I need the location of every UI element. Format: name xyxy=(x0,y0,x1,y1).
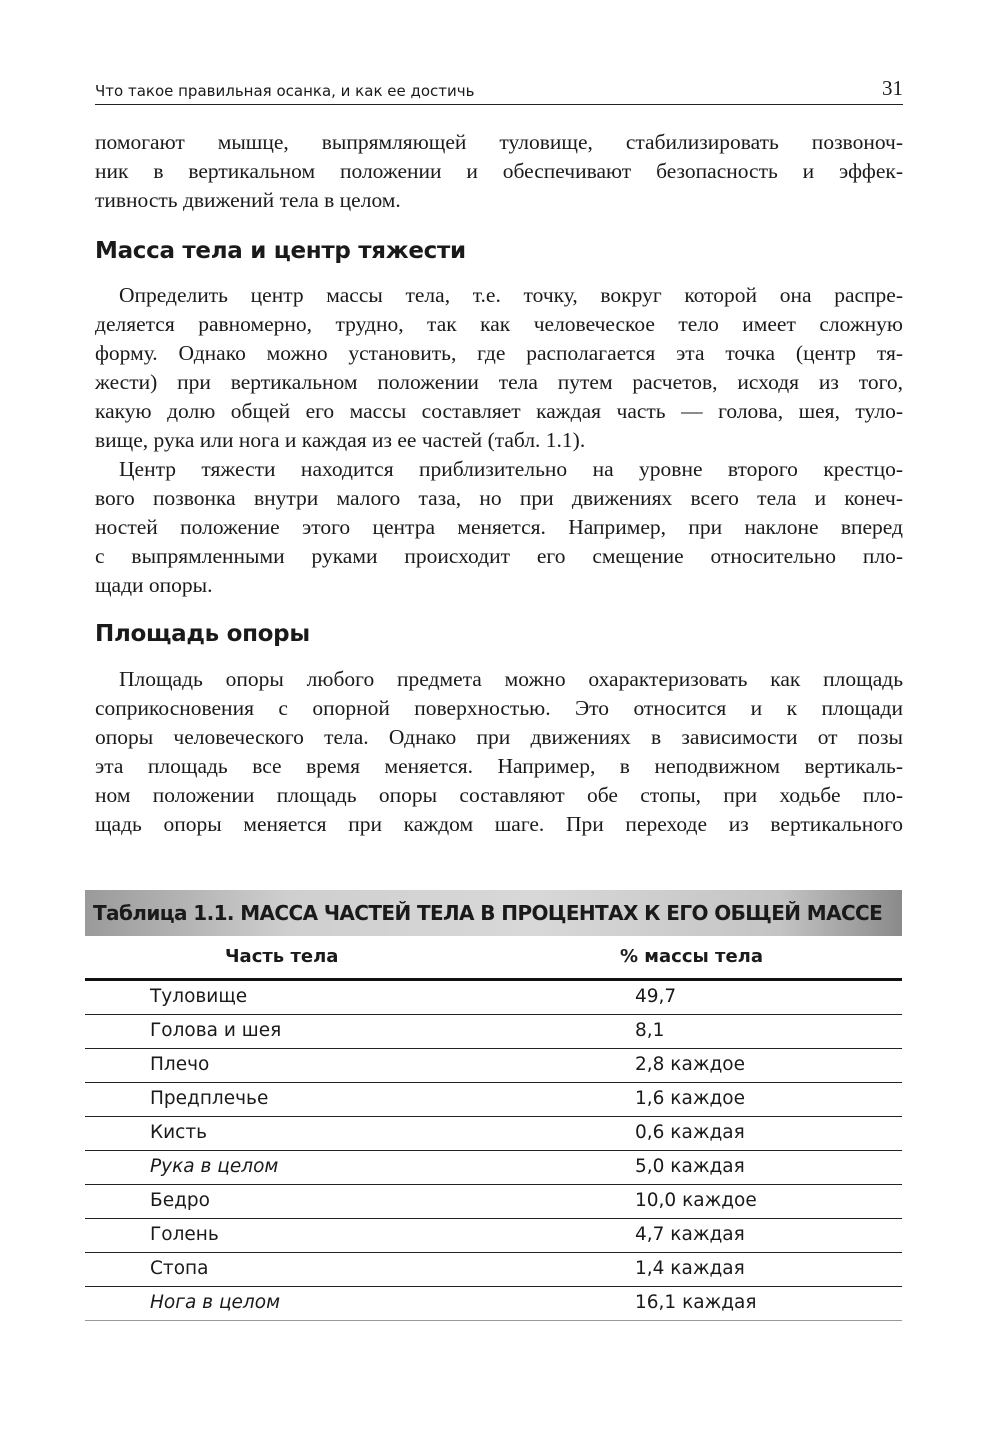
text-line: с выпрямленными руками происходит его смещение относительно пло- xyxy=(95,544,903,568)
table-header xyxy=(85,936,902,981)
text-line: вище, рука или нога и каждая из ее частей (табл. 1.1). xyxy=(95,428,586,452)
cell-part: Голень xyxy=(150,1224,219,1245)
text-line: соприкосновения с опорной поверхностью. Это относится и к площади xyxy=(95,696,903,720)
table-row xyxy=(85,1049,902,1083)
page-number: 31 xyxy=(882,76,903,100)
cell-part: Бедро xyxy=(150,1190,210,1211)
text-line: жести) при вертикальном положении тела путем расчетов, исходя из того, xyxy=(95,370,903,394)
cell-value: 10,0 каждое xyxy=(635,1190,757,1211)
cell-part: Плечо xyxy=(150,1054,210,1075)
running-head xyxy=(95,76,903,105)
text-line: эта площадь все время меняется. Например, в неподвижном вертикаль- xyxy=(95,754,903,778)
text-line: щадь опоры меняется при каждом шаге. При переходе из вертикального xyxy=(95,812,903,836)
cell-part: Рука в целом xyxy=(150,1156,279,1177)
table-body xyxy=(85,981,902,1321)
text-line: опоры человеческого тела. Однако при движениях в зависимости от позы xyxy=(95,725,903,749)
text-line: ник в вертикальном положении и обеспечивают безопасность и эффек- xyxy=(95,159,903,183)
column-header-part: Часть тела xyxy=(225,946,339,967)
table-row xyxy=(85,1219,902,1253)
text-line: какую долю общей его массы составляет каждая часть — голова, шея, туло- xyxy=(95,399,903,423)
body-mass-table xyxy=(85,890,902,1321)
text-line: помогают мышце, выпрямляющей туловище, стабилизировать позвоноч- xyxy=(95,130,903,154)
text-line: щади опоры. xyxy=(95,573,213,597)
table-row xyxy=(85,1083,902,1117)
text-line: форму. Однако можно установить, где располагается эта точка (центр тя- xyxy=(95,341,903,365)
text-line: Центр тяжести находится приблизительно на уровне второго крестцо- xyxy=(119,457,903,481)
paragraph-center-of-mass xyxy=(95,281,903,455)
intro-paragraph xyxy=(95,128,903,215)
text-line: тивность движений тела в целом. xyxy=(95,188,401,212)
paragraph-support-area xyxy=(95,665,903,839)
cell-value: 1,6 каждое xyxy=(635,1088,745,1109)
cell-value: 4,7 каждая xyxy=(635,1224,745,1245)
text-line: деляется равномерно, трудно, так как человеческое тело имеет сложную xyxy=(95,312,903,336)
cell-part: Туловище xyxy=(150,986,248,1007)
cell-value: 1,4 каждая xyxy=(635,1258,745,1279)
cell-part: Кисть xyxy=(150,1122,208,1143)
cell-value: 16,1 каждая xyxy=(635,1292,757,1313)
table-row xyxy=(85,1253,902,1287)
cell-part: Нога в целом xyxy=(150,1292,281,1313)
text-line: вого позвонка внутри малого таза, но при движениях всего тела и конеч- xyxy=(95,486,903,510)
cell-value: 2,8 каждое xyxy=(635,1054,745,1075)
table-row xyxy=(85,981,902,1015)
cell-part: Стопа xyxy=(150,1258,209,1279)
cell-value: 49,7 xyxy=(635,986,677,1007)
cell-part: Предплечье xyxy=(150,1088,269,1109)
cell-value: 5,0 каждая xyxy=(635,1156,745,1177)
table-row xyxy=(85,1287,902,1321)
text-line: ном положении площадь опоры составляют обе стопы, при ходьбе пло- xyxy=(95,783,903,807)
cell-value: 0,6 каждая xyxy=(635,1122,745,1143)
table-row xyxy=(85,1185,902,1219)
section-heading-mass: Масса тела и центр тяжести xyxy=(95,238,466,264)
cell-value: 8,1 xyxy=(635,1020,665,1041)
text-line: Площадь опоры любого предмета можно охарактеризовать как площадь xyxy=(119,667,903,691)
paragraph-center-of-gravity xyxy=(95,455,903,600)
text-line: ностей положение этого центра меняется. Например, при наклоне вперед xyxy=(95,515,903,539)
column-header-percent: % массы тела xyxy=(620,946,764,967)
table-row xyxy=(85,1151,902,1185)
table-caption: Таблица 1.1. МАССА ЧАСТЕЙ ТЕЛА В ПРОЦЕНТАХ К ЕГО ОБЩЕЙ МАССЕ xyxy=(85,890,902,936)
cell-part: Голова и шея xyxy=(150,1020,282,1041)
text-line: Определить центр массы тела, т.е. точку, вокруг которой она распре- xyxy=(119,283,903,307)
section-heading-support: Площадь опоры xyxy=(95,621,310,647)
table-row xyxy=(85,1117,902,1151)
table-row xyxy=(85,1015,902,1049)
running-head-title: Что такое правильная осанка, и как ее достичь xyxy=(95,82,475,100)
